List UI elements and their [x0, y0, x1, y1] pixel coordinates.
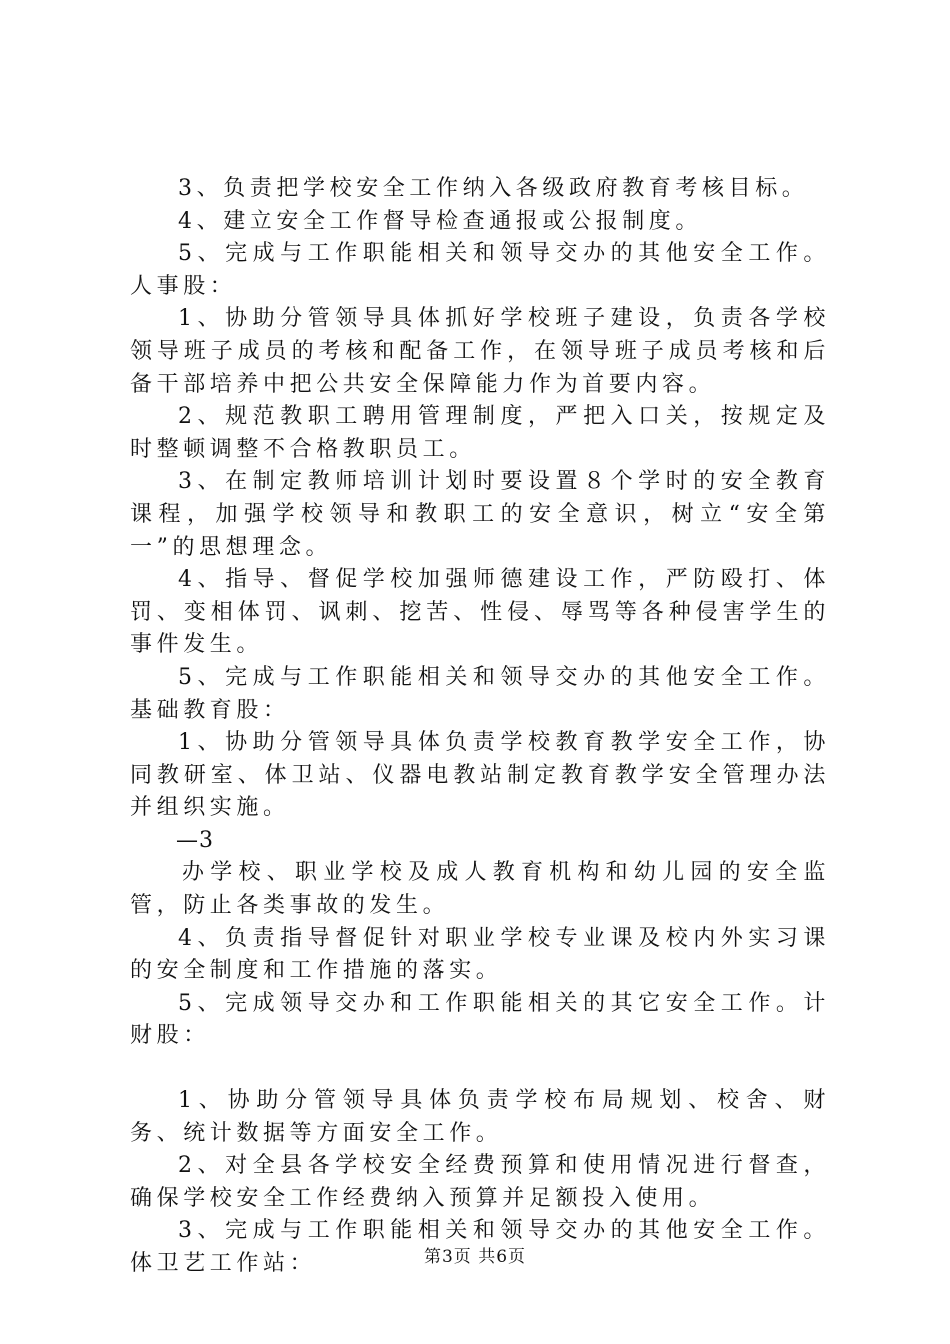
page-footer: 第3页 共6页	[423, 1247, 527, 1267]
document-body	[130, 173, 830, 1281]
blank-line	[130, 1053, 830, 1085]
paragraph: 1、协助分管领导具体负责学校教育教学安全工作，协同教研室、体卫站、仪器电教站制定教育教学安全管理办法并组织实施。	[130, 730, 830, 821]
paragraph: 5、完成与工作职能相关和领导交办的其他安全工作。基础教育股：	[130, 664, 830, 723]
paragraph: 4、负责指导督促针对职业学校专业课及校内外实习课的安全制度和工作措施的落实。	[130, 925, 830, 984]
paragraph: 3、完成与工作职能相关和领导交办的其他安全工作。体卫艺工作站：	[130, 1218, 830, 1276]
paragraph: 4、建立安全工作督导检查通报或公报制度。	[178, 208, 702, 234]
paragraph: 2、规范教职工聘用管理制度，严把入口关，按规定及时整顿调整不合格教职员工。	[130, 404, 830, 462]
paragraph: 2、对全县各学校安全经费预算和使用情况进行督查，确保学校安全工作经费纳入预算并足额投入使用。	[130, 1153, 830, 1211]
paragraph: 4、指导、督促学校加强师德建设工作，严防殴打、体罚、变相体罚、讽刺、挖苦、性侵、辱骂等各种侵害学生的事件发生。	[130, 567, 830, 658]
paragraph: 5、完成与工作职能相关和领导交办的其他安全工作。人事股：	[130, 241, 830, 299]
paragraph: 3、在制定教师培训计划时要设置８个学时的安全教育课程，加强学校领导和教职工的安全意识，树立“安全第一”的思想理念。	[130, 469, 830, 560]
paragraph: 1、协助分管领导具体抓好学校班子建设，负责各学校领导班子成员的考核和配备工作，在领导班子成员考核和后备干部培养中把公共安全保障能力作为首要内容。	[130, 306, 830, 397]
page-marker: —3	[176, 827, 214, 853]
paragraph: 5、完成领导交办和工作职能相关的其它安全工作。计财股：	[130, 990, 830, 1049]
paragraph: 3、负责把学校安全工作纳入各级政府教育考核目标。	[178, 176, 809, 201]
paragraph: 办学校、职业学校及成人教育机构和幼儿园的安全监管，防止各类事故的发生。	[130, 860, 830, 919]
paragraph: 1、协助分管领导具体负责学校布局规划、校舍、财务、统计数据等方面安全工作。	[130, 1088, 830, 1146]
